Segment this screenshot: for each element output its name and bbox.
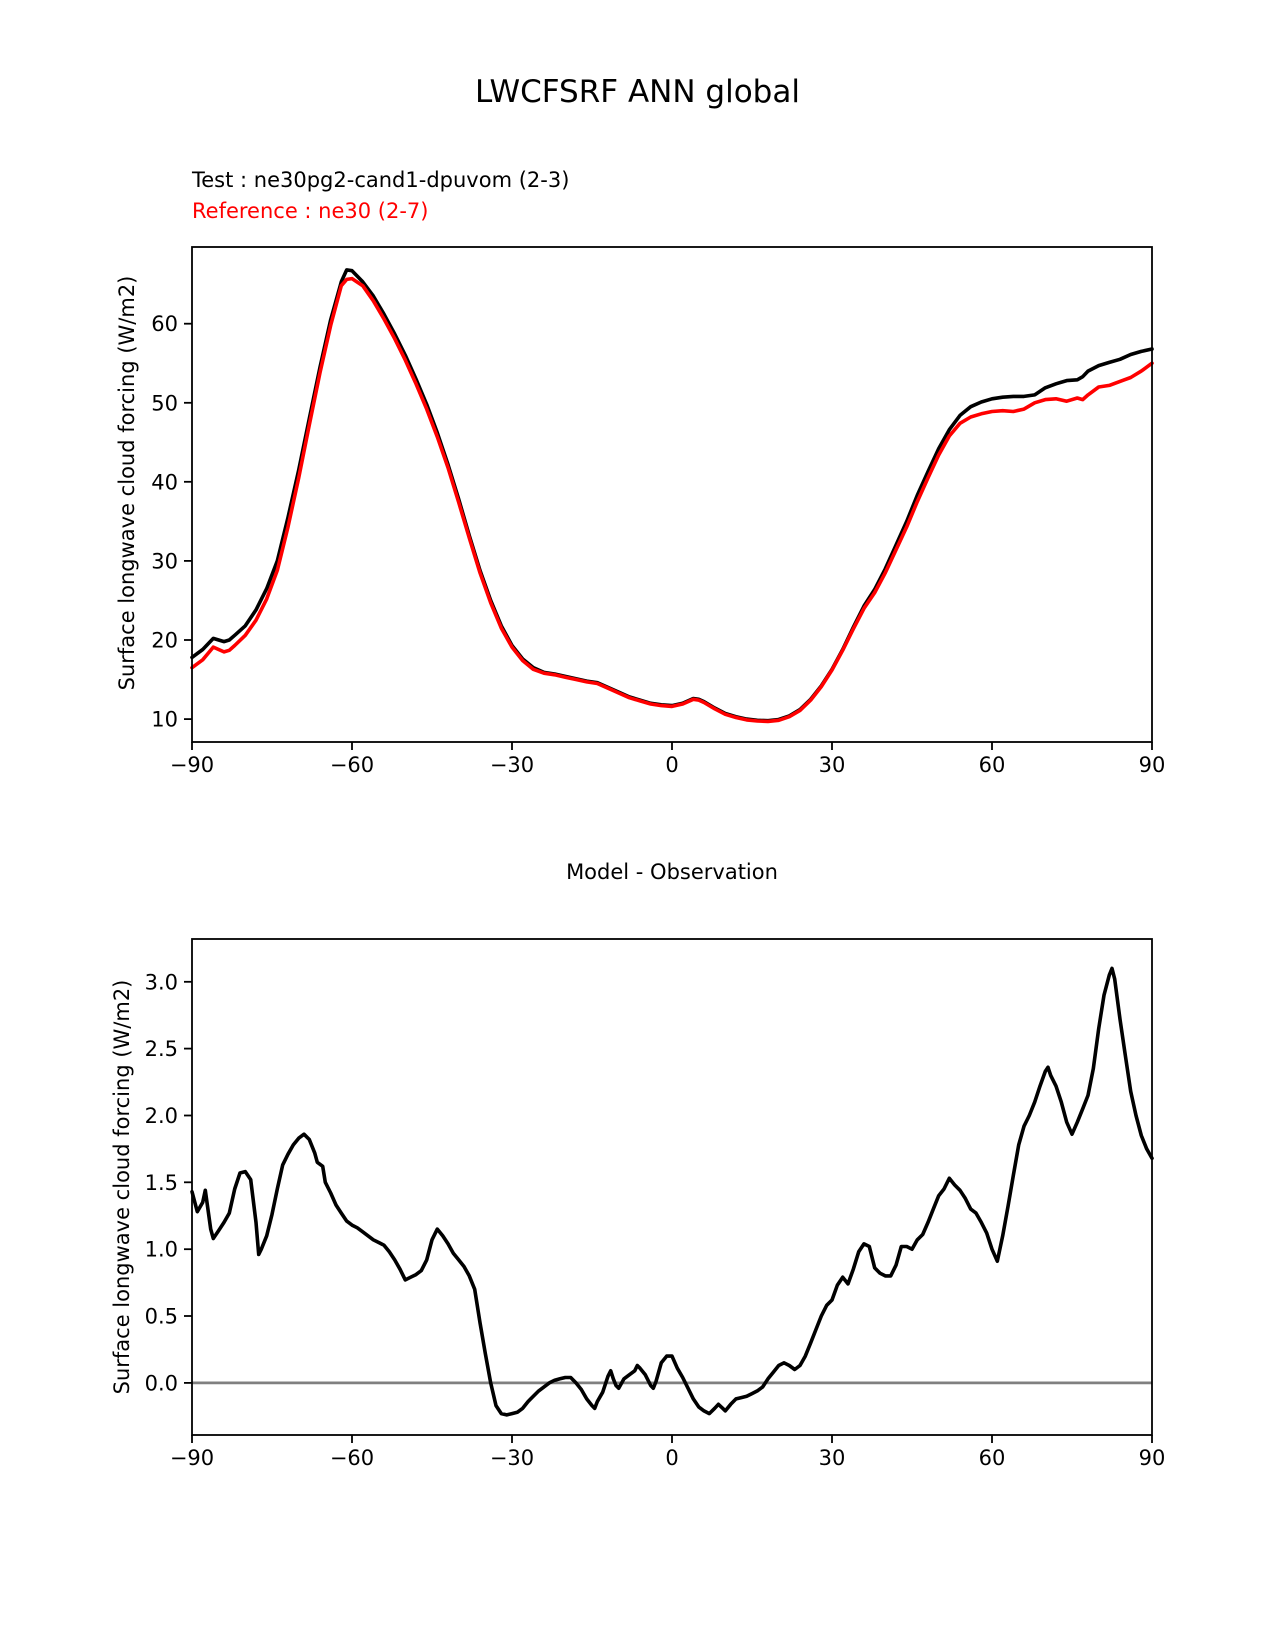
- x-tick-label: 30: [818, 753, 846, 777]
- series-line-1: [192, 279, 1152, 722]
- x-tick-label: 0: [665, 1446, 679, 1470]
- axes-box: [192, 939, 1152, 1435]
- y-tick-label: 10: [151, 707, 178, 732]
- y-tick-label: 50: [151, 391, 178, 416]
- legend-test-label: Test : ne30pg2-cand1-dpuvom (2-3): [192, 168, 570, 192]
- x-tick-label: 0: [665, 753, 679, 777]
- x-tick-label: 60: [978, 753, 1006, 777]
- x-tick-label: −30: [489, 753, 535, 777]
- y-tick-label: 60: [151, 312, 178, 337]
- x-tick-label: −90: [169, 1446, 215, 1470]
- x-tick-label: 30: [818, 1446, 846, 1470]
- y-tick-label: 2.5: [144, 1037, 178, 1062]
- y-tick-label: 1.0: [144, 1237, 178, 1262]
- y-tick-label: 0.5: [144, 1304, 178, 1329]
- y-tick-label: 0.0: [144, 1371, 178, 1396]
- y-tick-label: 2.0: [144, 1104, 178, 1128]
- y-tick-label: 40: [151, 470, 178, 495]
- x-tick-label: −90: [169, 753, 215, 777]
- x-tick-label: 60: [978, 1446, 1006, 1470]
- bottom-plot-title: Model - Observation: [566, 860, 778, 884]
- y-tick-label: 30: [151, 549, 178, 574]
- y-tick-label: 1.5: [144, 1170, 178, 1195]
- x-tick-label: 90: [1138, 1446, 1166, 1470]
- legend-reference-label: Reference : ne30 (2-7): [192, 199, 429, 223]
- top-plot-ylabel: Surface longwave cloud forcing (W/m2): [115, 275, 139, 691]
- series-line-0: [192, 270, 1152, 721]
- series-line-0: [192, 968, 1152, 1415]
- y-tick-label: 3.0: [144, 970, 178, 995]
- bottom-plot-ylabel: Surface longwave cloud forcing (W/m2): [110, 979, 134, 1395]
- axes-box: [192, 247, 1152, 742]
- chart-profiles: [151, 247, 1165, 777]
- y-tick-label: 20: [151, 628, 178, 653]
- x-tick-label: −60: [329, 753, 375, 777]
- x-tick-label: −60: [329, 1446, 375, 1470]
- figure-title: LWCFSRF ANN global: [475, 74, 800, 110]
- chart-difference: [145, 939, 1166, 1470]
- x-tick-label: −30: [489, 1446, 535, 1470]
- x-tick-label: 90: [1138, 753, 1166, 777]
